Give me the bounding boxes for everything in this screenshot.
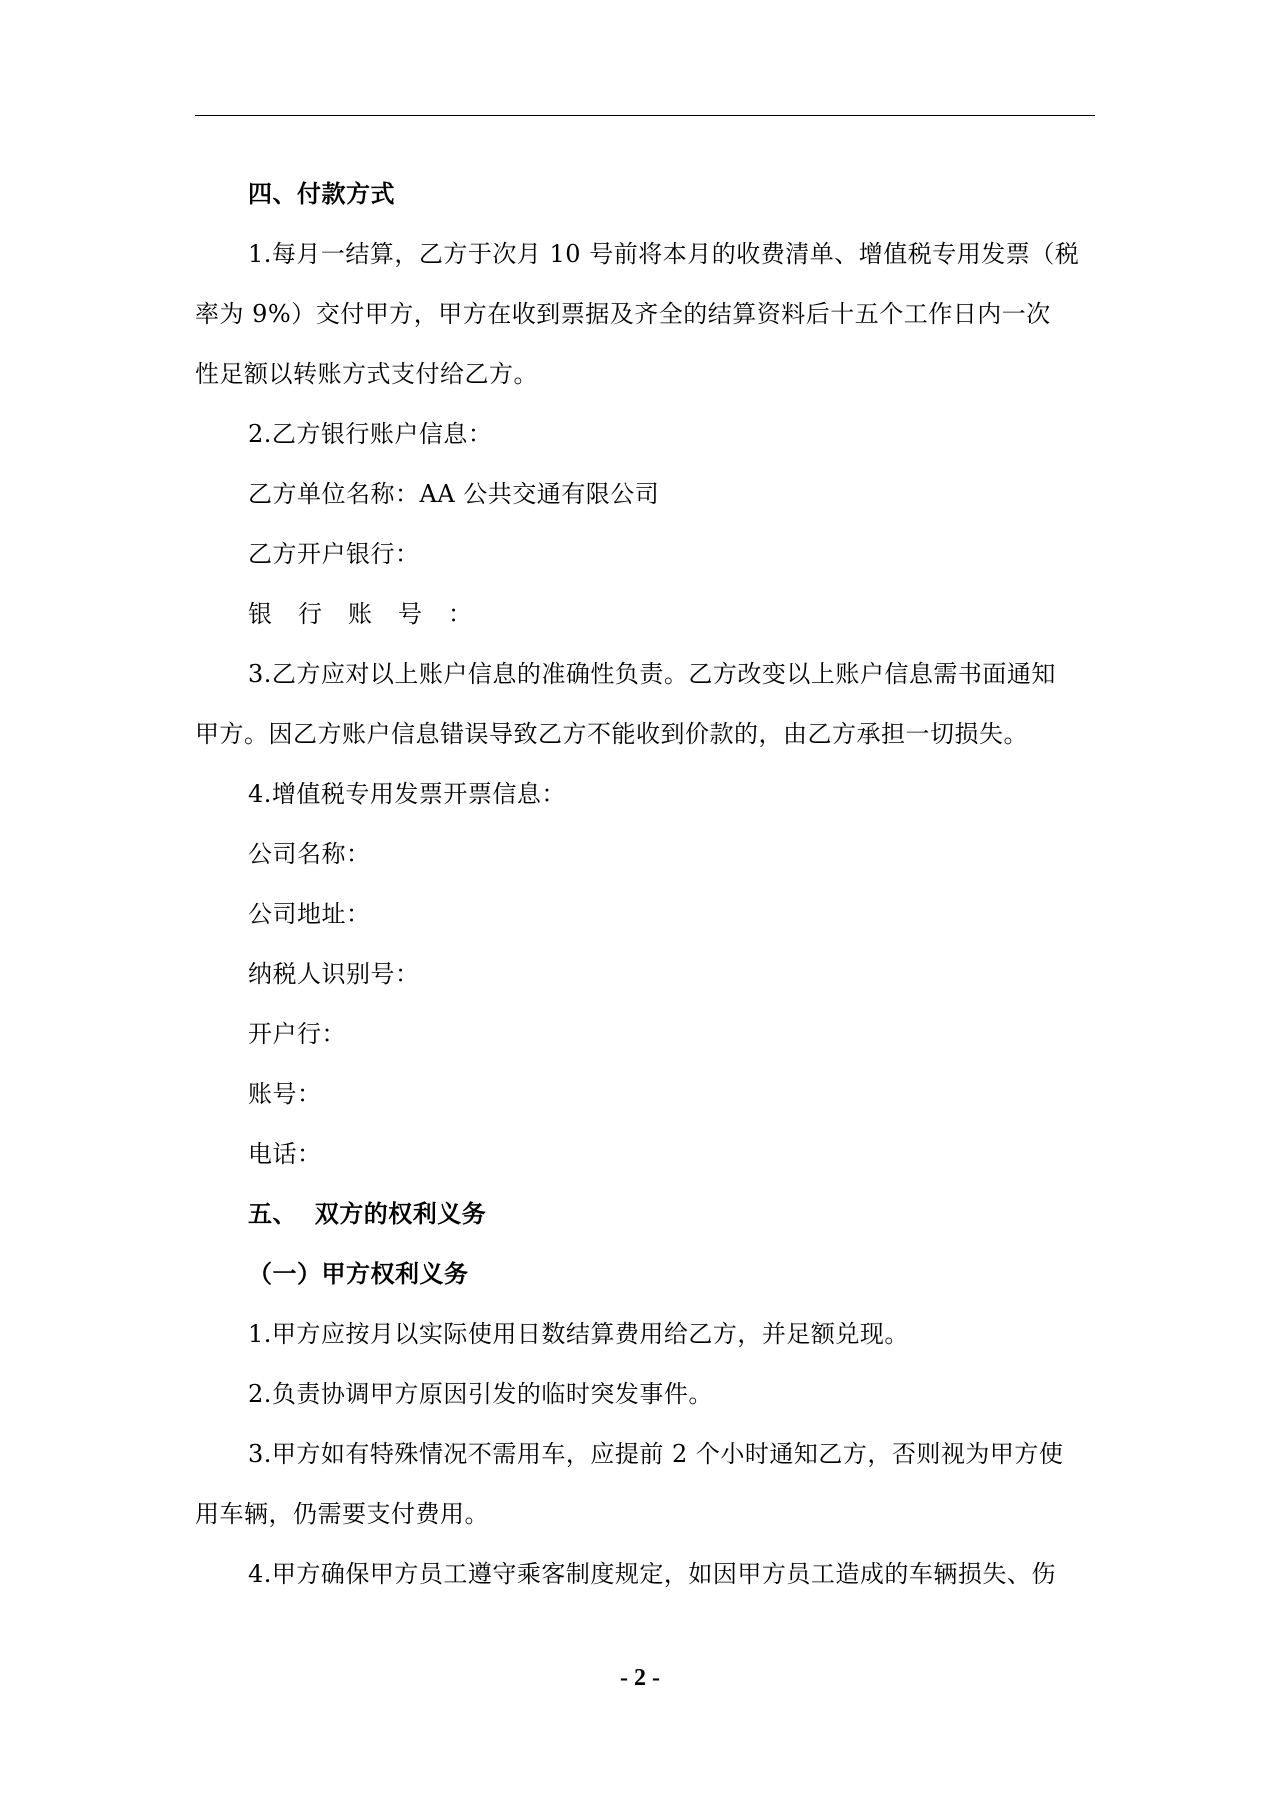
bank-account	[248, 598, 1095, 630]
item1-line3: 性足额以转账方式支付给乙方。	[195, 360, 538, 388]
section4-title: 四、付款方式	[248, 179, 395, 208]
item3-line2: 甲方。因乙方账户信息错误导致乙方不能收到价款的，由乙方承担一切损失。	[195, 720, 1028, 748]
invoice-bank: 开户行：	[248, 1020, 346, 1048]
header-rule	[195, 115, 1095, 116]
duty4-line1: 4.甲方确保甲方员工遵守乘客制度规定，如因甲方员工造成的车辆损失、伤	[248, 1560, 1056, 1588]
bank-account-label: 银行账号：	[248, 600, 498, 628]
invoice-account: 账号：	[248, 1080, 322, 1108]
item2-title: 2.乙方银行账户信息：	[248, 420, 493, 448]
duty1: 1.甲方应按月以实际使用日数结算费用给乙方，并足额兑现。	[248, 1320, 909, 1348]
duty3-line2: 用车辆，仍需要支付费用。	[195, 1500, 489, 1528]
invoice-tax-id: 纳税人识别号：	[248, 960, 420, 988]
subsection1-title: （一）甲方权利义务	[248, 1259, 469, 1288]
invoice-company-address: 公司地址：	[248, 900, 371, 928]
item1-line1: 1.每月一结算，乙方于次月 10 号前将本月的收费清单、增值税专用发票（税	[248, 240, 1080, 268]
bank-company-name: 乙方单位名称：AA 公共交通有限公司	[248, 480, 660, 508]
duty2: 2.负责协调甲方原因引发的临时突发事件。	[248, 1380, 713, 1408]
item1-line2: 率为 9%）交付甲方，甲方在收到票据及齐全的结算资料后十五个工作日内一次	[195, 300, 1051, 328]
invoice-company-name: 公司名称：	[248, 840, 371, 868]
duty3-line1: 3.甲方如有特殊情况不需用车，应提前 2 个小时通知乙方，否则视为甲方使	[248, 1440, 1064, 1468]
page-number: - 2 -	[620, 1665, 660, 1691]
item3-line1: 3.乙方应对以上账户信息的准确性负责。乙方改变以上账户信息需书面通知	[248, 660, 1056, 688]
section5-title: 五、 双方的权利义务	[248, 1199, 487, 1228]
invoice-phone: 电话：	[248, 1140, 322, 1168]
item4-title: 4.增值税专用发票开票信息：	[248, 780, 566, 808]
bank-name: 乙方开户银行：	[248, 540, 420, 568]
